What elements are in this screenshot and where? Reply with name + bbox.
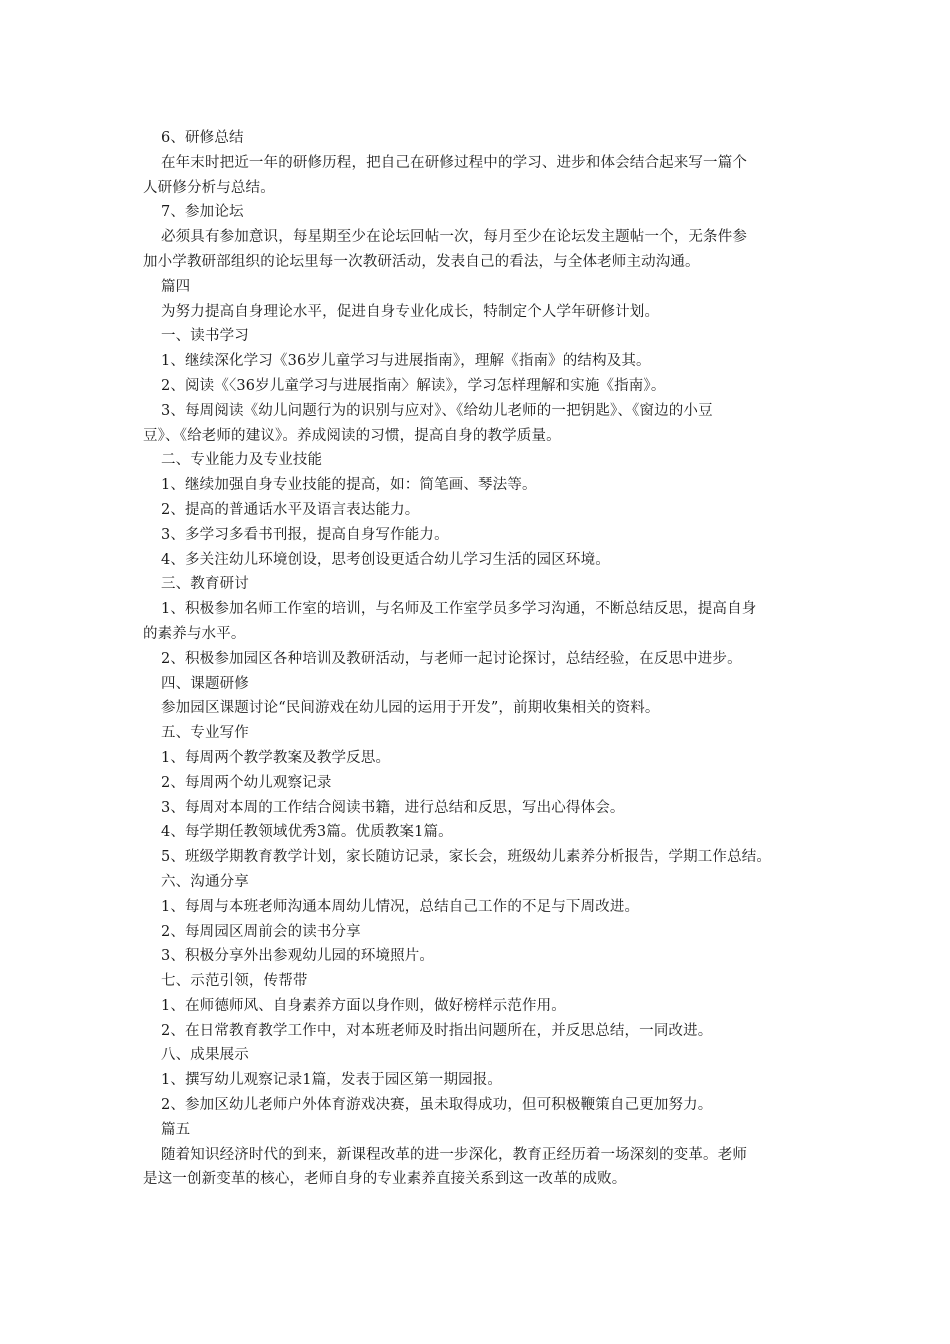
text-line: 在年末时把近一年的研修历程，把自己在研修过程中的学习、进步和体会结合起来写一篇个 [161,154,747,171]
text-line: 1、撰写幼儿观察记录1篇，发表于园区第一期园报。 [161,1072,503,1089]
text-line: 的素养与水平。 [143,625,246,642]
text-line: 为努力提高自身理论水平，促进自身专业化成长，特制定个人学年研修计划。 [161,303,660,320]
text-line: 二、专业能力及专业技能 [161,452,323,469]
text-line: 2、阅读《〈36岁儿童学习与进展指南〉解读》，学习怎样理解和实施《指南》。 [161,377,666,394]
text-line: 2、每周两个幼儿观察记录 [161,774,332,791]
text-line: 参加园区课题讨论“民间游戏在幼儿园的运用于开发”，前期收集相关的资料。 [161,700,660,717]
text-line: 3、每周阅读《幼儿问题行为的识别与应对》、《给幼儿老师的一把钥匙》、《窗边的小豆 [161,402,713,419]
text-line: 人研修分析与总结。 [143,179,275,196]
text-line: 7、参加论坛 [161,204,244,221]
text-line: 3、积极分享外出参观幼儿园的环境照片。 [161,948,435,965]
text-line: 3、每周对本周的工作结合阅读书籍，进行总结和反思，写出心得体会。 [161,799,625,816]
text-line: 篇四 [161,278,191,295]
text-line: 四、课题研修 [161,675,249,692]
text-line: 七、示范引领，传帮带 [161,973,308,990]
text-line: 六、沟通分享 [161,873,249,890]
text-line: 2、在日常教育教学工作中，对本班老师及时指出问题所在，并反思总结，一同改进。 [161,1022,713,1039]
text-line: 1、继续加强自身专业技能的提高，如：简笔画、琴法等。 [161,477,537,494]
document-page [143,126,823,1192]
text-line: 2、积极参加园区各种培训及教研活动，与老师一起讨论探讨，总结经验，在反思中进步。 [161,650,742,667]
text-line: 1、积极参加名师工作室的培训，与名师及工作室学员多学习沟通，不断总结反思，提高自身 [161,601,757,618]
text-line: 1、每周与本班老师沟通本周幼儿情况，总结自己工作的不足与下周改进。 [161,898,640,915]
text-line: 三、教育研讨 [161,576,249,593]
text-line: 2、提高的普通话水平及语言表达能力。 [161,501,420,518]
text-line: 4、多关注幼儿环境创设，思考创设更适合幼儿学习生活的园区环境。 [161,551,610,568]
text-line: 八、成果展示 [161,1047,249,1064]
text-line: 2、每周园区周前会的读书分享 [161,923,361,940]
text-line: 必须具有参加意识，每星期至少在论坛回帖一次，每月至少在论坛发主题帖一个，无条件参 [161,229,747,246]
text-line: 1、每周两个教学教案及教学反思。 [161,749,391,766]
text-line: 1、继续深化学习《36岁儿童学习与进展指南》，理解《指南》的结构及其。 [161,353,651,370]
text-line: 1、在师德师风、自身素养方面以身作则，做好榜样示范作用。 [161,997,566,1014]
text-line: 是这一创新变革的核心，老师自身的专业素养直接关系到这一改革的成败。 [143,1171,627,1188]
text-line: 一、读书学习 [161,328,249,345]
text-line: 加小学教研部组织的论坛里每一次教研活动，发表自己的看法，与全体老师主动沟通。 [143,253,700,270]
text-line: 6、研修总结 [161,130,244,146]
text-line: 3、多学习多看书刊报，提高自身写作能力。 [161,526,449,543]
text-line: 5、班级学期教育教学计划，家长随访记录，家长会，班级幼儿素养分析报告，学期工作总结。 [161,849,772,866]
text-line: 4、每学期任教领域优秀3篇。优质教案1篇。 [161,824,453,841]
text-line: 2、参加区幼儿老师户外体育游戏决赛，虽未取得成功，但可积极鞭策自己更加努力。 [161,1097,713,1114]
text-line: 篇五 [161,1121,191,1138]
text-line: 五、专业写作 [161,725,249,742]
text-line: 豆》、《给老师的建议》。养成阅读的习惯，提高自身的教学质量。 [143,427,561,444]
text-line: 随着知识经济时代的到来，新课程改革的进一步深化，教育正经历着一场深刻的变革。老师 [161,1146,747,1163]
